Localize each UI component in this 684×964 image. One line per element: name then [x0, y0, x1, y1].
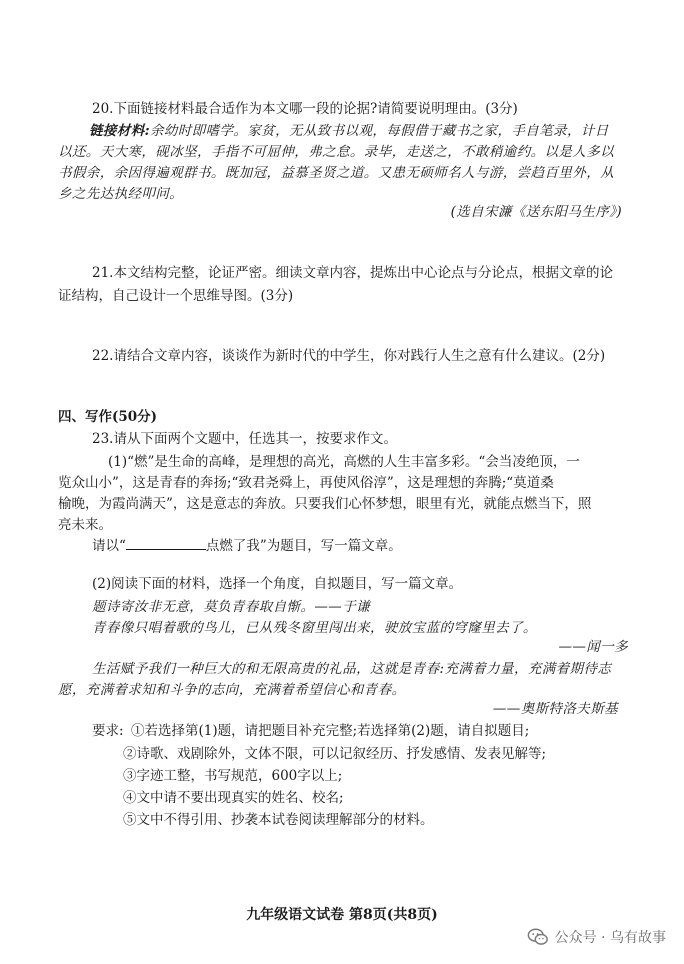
q20-material-line-1: 链接材料:余幼时即嗜学。家贫，无从致书以观，每假借于藏书之家，手自笔录，计日	[89, 123, 609, 139]
opt1-line-3: 榆晚，为霞尚满天”，这是意志的奔放。只要我们心怀梦想，眼里有光，就能点燃当下，照	[58, 496, 592, 512]
q21-line-1: 21.本文结构完整，论证严密。细读文章内容，提炼出中心论点与分论点，根据文章的论	[92, 265, 613, 281]
q20-material-line-3: 书假余，余因得遍观群书。既加冠，益慕圣贤之道。又患无硕师名人与游，尝趋百里外，从	[58, 165, 614, 181]
q21-line-2: 证结构，自己设计一个思维导图。(3分)	[58, 288, 294, 304]
section-heading: 四、写作(50分)	[58, 409, 158, 425]
requirements-label: 要求:	[92, 723, 124, 739]
opt2-quote-1: 题诗寄汝非无意，莫负青春取自惭。——于谦	[92, 599, 370, 615]
q22-question: 22.请结合文章内容，谈谈作为新时代的中学生，你对践行人生之意有什么建议。(2分)	[92, 348, 606, 364]
opt1-prompt: 请以“ 点燃了我”为题目，写一篇文章。	[92, 538, 402, 554]
q20-material-line-4: 乡之先达执经叩问。	[58, 186, 184, 202]
wechat-watermark	[527, 926, 666, 948]
q20-question: 20.下面链接材料最合适作为本文哪一段的论据?请简要说明理由。(3分)	[92, 101, 518, 117]
material-label: 链接材料:	[89, 123, 150, 139]
opt2-quote-2: 青春像只唱着歌的鸟儿，已从残冬窗里闯出来，驶放宝蓝的穹窿里去了。	[92, 620, 537, 636]
requirement-4: ④文中请不要出现真实的姓名、校名;	[123, 790, 344, 806]
q20-source: (选自宋濂《送东阳马生序》)	[450, 204, 622, 220]
watermark-text: 公众号 · 乌有故事	[554, 930, 666, 946]
q23-intro: 23.请从下面两个文题中，任选其一，按要求作文。	[92, 431, 397, 447]
requirement-1: ①若选择第(1)题，请把题目补充完整;若选择第(2)题，请自拟题目;	[131, 723, 530, 739]
q20-material-line-2: 以还。天大寒，砚冰坚，手指不可屈伸，弗之怠。录毕，走送之，不敢稍逾约。以是人多以	[58, 144, 614, 160]
opt2-intro: (2)阅读下面的材料，选择一个角度，自拟题目，写一篇文章。	[92, 576, 463, 592]
title-blank	[126, 537, 206, 550]
requirement-2: ②诗歌、戏剧除外，文体不限，可以记叙经历、抒发感情、发表见解等;	[123, 746, 547, 762]
requirement-3: ③字迹工整，书写规范，600字以上;	[123, 768, 343, 784]
opt1-line-2: 览众山小”，这是青春的奔扬;“致君尧舜上，再使风俗淳”，这是理想的奔腾;“莫道桑	[58, 475, 554, 491]
opt2-quote-3-author: ——奥斯特洛夫斯基	[492, 701, 618, 717]
opt2-quote-3-line-1: 生活赋予我们一种巨大的和无限高贵的礼品，这就是青春:充满着力量，充满着期待志	[92, 661, 612, 677]
opt1-line-1: (1)“燃”是生命的高峰，是理想的高光，高燃的人生丰富多彩。“会当凌绝顶，一	[108, 454, 580, 470]
opt1-line-4: 亮未来。	[58, 517, 112, 533]
page-footer: 九年级语文试卷 第8页(共8页)	[246, 907, 438, 923]
wechat-icon	[527, 926, 549, 948]
requirement-5: ⑤文中不得引用、抄袭本试卷阅读理解部分的材料。	[123, 812, 434, 828]
opt2-quote-3-line-2: 愿，充满着求知和斗争的志向，充满着希望信心和青春。	[58, 682, 406, 698]
opt2-quote-2-author: ——闻一多	[558, 639, 628, 655]
